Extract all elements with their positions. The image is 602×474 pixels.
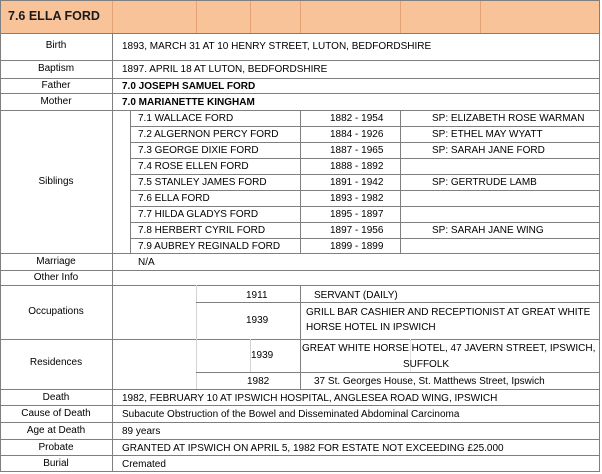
residence-year: 1982 <box>247 376 270 387</box>
sibling-years: 1895 - 1897 <box>330 209 384 220</box>
sibling-name: 7.8 HERBERT CYRIL FORD <box>138 225 266 236</box>
occupation-text: SERVANT (DAILY) <box>314 290 398 301</box>
sibling-name: 7.7 HILDA GLADYS FORD <box>138 209 259 220</box>
sibling-spouse: SP: SARAH JANE WING <box>432 225 544 236</box>
residence-text: 37 St. Georges House, St. Matthews Street, Ipswich <box>314 376 545 387</box>
sibling-name: 7.5 STANLEY JAMES FORD <box>138 177 267 188</box>
sibling-years: 1882 - 1954 <box>330 113 384 124</box>
cause-of-death-value: Subacute Obstruction of the Bowel and Disseminated Abdominal Carcinoma <box>122 409 460 420</box>
occupation-year: 1939 <box>246 315 269 326</box>
label-siblings: Siblings <box>38 176 74 187</box>
probate-value: GRANTED AT IPSWICH ON APRIL 5, 1982 FOR ESTATE NOT EXCEEDING £25.000 <box>122 443 504 454</box>
label-cause-of-death: Cause of Death <box>21 408 91 419</box>
sibling-spouse: SP: ETHEL MAY WYATT <box>432 129 543 140</box>
age-at-death-value: 89 years <box>122 426 161 437</box>
sibling-spouse: SP: SARAH JANE FORD <box>432 145 545 156</box>
occupation-year: 1911 <box>246 290 268 301</box>
sibling-years: 1891 - 1942 <box>330 177 384 188</box>
label-baptism: Baptism <box>37 63 75 74</box>
father-value: 7.0 JOSEPH SAMUEL FORD <box>122 81 256 92</box>
sibling-years: 1884 - 1926 <box>330 129 384 140</box>
occupation-text: GRILL BAR CASHIER AND RECEPTIONIST AT GREAT WHITE <box>306 307 591 318</box>
sibling-name: 7.9 AUBREY REGINALD FORD <box>138 241 281 252</box>
person-title: 7.6 ELLA FORD <box>8 9 100 23</box>
baptism-value: 1897. APRIL 18 AT LUTON, BEDFORDSHIRE <box>122 64 328 75</box>
residence-text: GREAT WHITE HORSE HOTEL, 47 JAVERN STREET, IPSWICH, <box>302 343 596 354</box>
label-residences: Residences <box>29 357 83 368</box>
sibling-spouse: SP: GERTRUDE LAMB <box>432 177 537 188</box>
sibling-years: 1888 - 1892 <box>330 161 384 172</box>
residence-text: SUFFOLK <box>402 359 450 370</box>
burial-value: Cremated <box>122 459 166 470</box>
label-father: Father <box>41 80 71 91</box>
sibling-years: 1897 - 1956 <box>330 225 384 236</box>
label-other-info: Other Info <box>33 272 79 283</box>
label-burial: Burial <box>43 458 69 469</box>
birth-value: 1893, MARCH 31 AT 10 HENRY STREET, LUTON, BEDFORDSHIRE <box>122 41 432 52</box>
marriage-value: N/A <box>138 257 155 268</box>
mother-value: 7.0 MARIANETTE KINGHAM <box>122 97 255 108</box>
sibling-years: 1893 - 1982 <box>330 193 384 204</box>
sibling-name: 7.1 WALLACE FORD <box>138 113 234 124</box>
label-death: Death <box>42 392 70 403</box>
label-birth: Birth <box>45 40 67 51</box>
label-marriage: Marriage <box>36 256 76 267</box>
label-mother: Mother <box>40 96 72 107</box>
sibling-years: 1899 - 1899 <box>330 241 384 252</box>
sibling-years: 1887 - 1965 <box>330 145 384 156</box>
sibling-name: 7.4 ROSE ELLEN FORD <box>138 161 249 172</box>
occupation-text: HORSE HOTEL IN IPSWICH <box>306 322 436 333</box>
label-occupations: Occupations <box>28 306 84 317</box>
label-age-at-death: Age at Death <box>26 425 86 436</box>
death-value: 1982, FEBRUARY 10 AT IPSWICH HOSPITAL, ANGLESEA ROAD WING, IPSWICH <box>122 393 498 404</box>
sibling-name: 7.2 ALGERNON PERCY FORD <box>138 129 279 140</box>
sibling-name: 7.3 GEORGE DIXIE FORD <box>138 145 259 156</box>
residence-year: 1939 <box>251 350 274 361</box>
sibling-name: 7.6 ELLA FORD <box>138 193 210 204</box>
sibling-spouse: SP: ELIZABETH ROSE WARMAN <box>432 113 585 124</box>
label-probate: Probate <box>38 442 74 453</box>
